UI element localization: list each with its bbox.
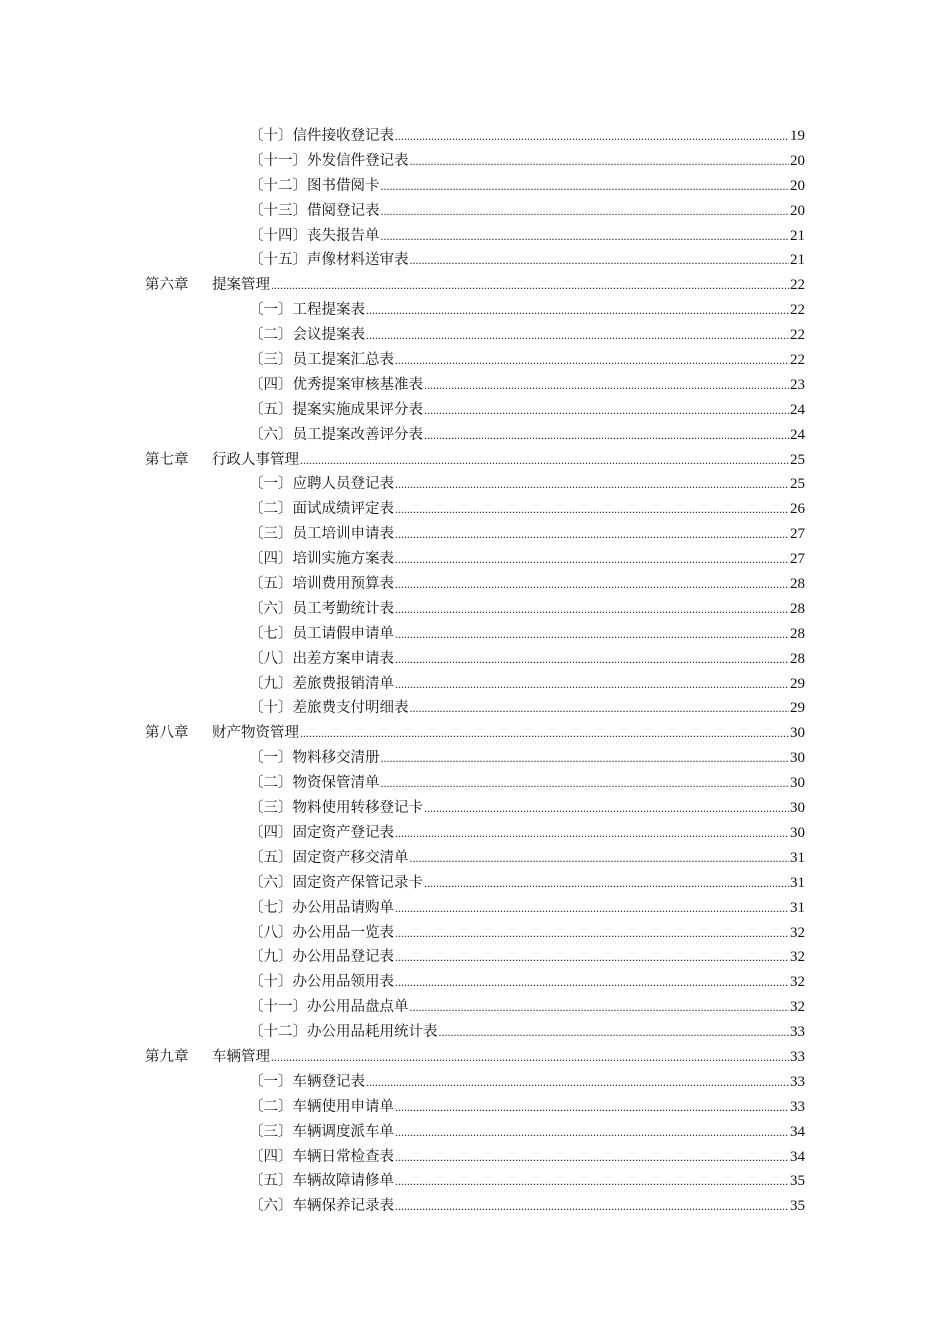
item-title: 〔十三〕借阅登记表 — [249, 202, 380, 219]
page-number: 29 — [790, 700, 805, 717]
dot-leader — [424, 373, 789, 398]
page-number: 30 — [790, 800, 805, 817]
toc-item-entry[interactable] — [0, 871, 805, 896]
dot-leader — [381, 224, 790, 249]
page-number: 30 — [790, 750, 805, 767]
chapter-title: 行政人事管理 — [212, 451, 299, 468]
dot-leader — [300, 448, 789, 473]
item-title: 〔四〕车辆日常检查表 — [249, 1148, 394, 1165]
dot-leader — [439, 1020, 790, 1045]
toc-item-entry[interactable] — [0, 1145, 805, 1170]
item-title: 〔三〕物料使用转移登记卡 — [249, 800, 423, 817]
page-number: 32 — [790, 974, 805, 991]
page-number: 23 — [790, 376, 805, 393]
toc-item-entry[interactable] — [0, 522, 805, 547]
dot-leader — [395, 1145, 789, 1170]
dot-leader — [424, 398, 789, 423]
dot-leader — [395, 970, 789, 995]
toc-item-entry[interactable] — [0, 373, 805, 398]
table-of-contents — [0, 124, 950, 1219]
dot-leader — [395, 124, 789, 149]
chapter-title: 提案管理 — [212, 277, 270, 294]
item-title: 〔四〕优秀提案审核基准表 — [249, 376, 423, 393]
page-number: 34 — [790, 1148, 805, 1165]
item-title: 〔三〕车辆调度派车单 — [249, 1123, 394, 1140]
page-number: 33 — [790, 1024, 805, 1041]
chapter-heading — [145, 273, 270, 298]
item-title: 〔七〕办公用品请购单 — [249, 899, 394, 916]
chapter-heading — [145, 721, 299, 746]
chapter-title: 财产物资管理 — [212, 725, 299, 742]
page-number: 22 — [790, 327, 805, 344]
toc-item-entry[interactable] — [0, 622, 805, 647]
toc-item-entry[interactable] — [0, 398, 805, 423]
chapter-number: 第八章 — [145, 725, 189, 742]
toc-item-entry[interactable] — [0, 672, 805, 697]
chapter-title: 车辆管理 — [212, 1048, 270, 1065]
page-number: 31 — [790, 849, 805, 866]
dot-leader — [395, 622, 789, 647]
page-number: 32 — [790, 999, 805, 1016]
dot-leader — [271, 1045, 789, 1070]
page-number: 28 — [790, 576, 805, 593]
toc-item-entry[interactable] — [0, 472, 805, 497]
toc-item-entry[interactable] — [0, 174, 805, 199]
toc-item-entry[interactable] — [0, 597, 805, 622]
dot-leader — [395, 821, 789, 846]
page-number: 20 — [790, 152, 805, 169]
item-title: 〔五〕车辆故障请修单 — [249, 1173, 394, 1190]
item-title: 〔十四〕丧失报告单 — [249, 227, 380, 244]
toc-item-entry[interactable] — [0, 199, 805, 224]
item-title: 〔一〕车辆登记表 — [249, 1073, 365, 1090]
toc-item-entry[interactable] — [0, 348, 805, 373]
item-title: 〔九〕差旅费报销清单 — [249, 675, 394, 692]
dot-leader — [395, 597, 789, 622]
dot-leader — [395, 945, 789, 970]
page-number: 28 — [790, 625, 805, 642]
toc-item-entry[interactable] — [0, 497, 805, 522]
page-number: 34 — [790, 1123, 805, 1140]
toc-item-entry[interactable] — [0, 1194, 805, 1219]
toc-item-entry[interactable] — [0, 696, 805, 721]
item-title: 〔五〕固定资产移交清单 — [249, 849, 409, 866]
dot-leader — [366, 323, 789, 348]
item-title: 〔十一〕办公用品盘点单 — [249, 999, 409, 1016]
page-number: 31 — [790, 874, 805, 891]
item-title: 〔五〕提案实施成果评分表 — [249, 401, 423, 418]
toc-item-entry[interactable] — [0, 224, 805, 249]
item-title: 〔三〕员工提案汇总表 — [249, 352, 394, 369]
item-title: 〔四〕固定资产登记表 — [249, 824, 394, 841]
page-number: 32 — [790, 924, 805, 941]
dot-leader — [424, 796, 789, 821]
item-title: 〔三〕员工培训申请表 — [249, 526, 394, 543]
toc-item-entry[interactable] — [0, 846, 805, 871]
toc-item-entry[interactable] — [0, 1095, 805, 1120]
dot-leader — [395, 348, 789, 373]
dot-leader — [424, 423, 789, 448]
dot-leader — [395, 1120, 789, 1145]
toc-item-entry[interactable] — [0, 572, 805, 597]
toc-item-entry[interactable] — [0, 796, 805, 821]
toc-item-entry[interactable] — [0, 821, 805, 846]
dot-leader — [381, 771, 790, 796]
page-number: 30 — [790, 775, 805, 792]
item-title: 〔八〕办公用品一览表 — [249, 924, 394, 941]
item-title: 〔四〕培训实施方案表 — [249, 551, 394, 568]
page-number: 22 — [790, 302, 805, 319]
toc-item-entry[interactable] — [0, 1020, 805, 1045]
item-title: 〔六〕员工考勤统计表 — [249, 600, 394, 617]
page-number: 24 — [790, 426, 805, 443]
item-title: 〔十五〕声像材料送审表 — [249, 252, 409, 269]
page-number: 35 — [790, 1198, 805, 1215]
item-title: 〔十〕信件接收登记表 — [249, 128, 394, 144]
dot-leader — [395, 497, 789, 522]
chapter-number: 第六章 — [145, 277, 189, 294]
page-number: 25 — [790, 451, 805, 468]
page-number: 30 — [790, 725, 805, 742]
toc-item-entry[interactable] — [0, 423, 805, 448]
toc-item-entry[interactable] — [0, 323, 805, 348]
page-number: 32 — [790, 949, 805, 966]
page-number: 24 — [790, 401, 805, 418]
toc-item-entry[interactable] — [0, 248, 805, 273]
item-title: 〔十二〕办公用品耗用统计表 — [249, 1024, 438, 1041]
dot-leader — [395, 1095, 789, 1120]
page-number: 19 — [790, 128, 805, 144]
dot-leader — [395, 672, 789, 697]
chapter-number: 第七章 — [145, 451, 189, 468]
dot-leader — [366, 298, 789, 323]
page-number: 28 — [790, 650, 805, 667]
dot-leader — [366, 1070, 789, 1095]
item-title: 〔十〕办公用品领用表 — [249, 974, 394, 991]
dot-leader — [410, 995, 790, 1020]
item-title: 〔五〕培训费用预算表 — [249, 576, 394, 593]
dot-leader — [395, 647, 789, 672]
chapter-number: 第九章 — [145, 1048, 189, 1065]
toc-item-entry[interactable] — [0, 970, 805, 995]
item-title: 〔一〕物料移交清册 — [249, 750, 380, 767]
item-title: 〔十二〕图书借阅卡 — [249, 177, 380, 194]
dot-leader — [395, 572, 789, 597]
chapter-heading — [145, 448, 299, 473]
chapter-heading — [145, 1045, 270, 1070]
dot-leader — [395, 1169, 789, 1194]
toc-item-entry[interactable] — [0, 995, 805, 1020]
toc-item-entry[interactable] — [0, 1169, 805, 1194]
toc-item-entry[interactable] — [0, 896, 805, 921]
toc-item-entry[interactable] — [0, 149, 805, 174]
dot-leader — [395, 522, 789, 547]
dot-leader — [381, 746, 790, 771]
page-number: 33 — [790, 1073, 805, 1090]
dot-leader — [424, 871, 789, 896]
dot-leader — [395, 472, 789, 497]
item-title: 〔一〕应聘人员登记表 — [249, 476, 394, 493]
item-title: 〔二〕物资保管清单 — [249, 775, 380, 792]
page-number: 21 — [790, 252, 805, 269]
toc-item-entry[interactable] — [0, 647, 805, 672]
item-title: 〔六〕车辆保养记录表 — [249, 1198, 394, 1215]
toc-item-entry[interactable] — [0, 1070, 805, 1095]
toc-chapter-entry[interactable] — [0, 273, 805, 298]
item-title: 〔七〕员工请假申请单 — [249, 625, 394, 642]
dot-leader — [395, 1194, 789, 1219]
toc-item-entry[interactable] — [0, 771, 805, 796]
page-number: 29 — [790, 675, 805, 692]
item-title: 〔二〕会议提案表 — [249, 327, 365, 344]
page-number: 27 — [790, 526, 805, 543]
page-number: 28 — [790, 600, 805, 617]
dot-leader — [410, 696, 790, 721]
dot-leader — [381, 174, 790, 199]
page-number: 26 — [790, 501, 805, 518]
page-number: 21 — [790, 227, 805, 244]
page-number: 33 — [790, 1098, 805, 1115]
toc-item-entry[interactable] — [0, 298, 805, 323]
toc-item-entry[interactable] — [0, 921, 805, 946]
toc-item-entry[interactable] — [0, 547, 805, 572]
item-title: 〔一〕工程提案表 — [249, 302, 365, 319]
item-title: 〔二〕车辆使用申请单 — [249, 1098, 394, 1115]
item-title: 〔十〕差旅费支付明细表 — [249, 700, 409, 717]
dot-leader — [395, 896, 789, 921]
toc-chapter-entry[interactable] — [0, 721, 805, 746]
dot-leader — [381, 199, 790, 224]
item-title: 〔八〕出差方案申请表 — [249, 650, 394, 667]
page-number: 20 — [790, 177, 805, 194]
toc-item-entry[interactable] — [0, 746, 805, 771]
item-title: 〔六〕固定资产保管记录卡 — [249, 874, 423, 891]
page-number: 20 — [790, 202, 805, 219]
toc-chapter-entry[interactable] — [0, 1045, 805, 1070]
item-title: 〔十一〕外发信件登记表 — [249, 152, 409, 169]
dot-leader — [300, 721, 789, 746]
toc-item-entry[interactable] — [0, 945, 805, 970]
dot-leader — [410, 149, 790, 174]
toc-item-entry[interactable] — [0, 1120, 805, 1145]
item-title: 〔六〕员工提案改善评分表 — [249, 426, 423, 443]
toc-chapter-entry[interactable] — [0, 448, 805, 473]
page-number: 25 — [790, 476, 805, 493]
page-number: 30 — [790, 824, 805, 841]
dot-leader — [395, 547, 789, 572]
page-number: 31 — [790, 899, 805, 916]
dot-leader — [410, 846, 790, 871]
dot-leader — [395, 921, 789, 946]
toc-item-entry[interactable] — [0, 124, 805, 149]
item-title: 〔二〕面试成绩评定表 — [249, 501, 394, 518]
page-number: 22 — [790, 277, 805, 294]
page-number: 35 — [790, 1173, 805, 1190]
dot-leader — [271, 273, 789, 298]
page-number: 22 — [790, 352, 805, 369]
page-number: 27 — [790, 551, 805, 568]
page-number: 33 — [790, 1048, 805, 1065]
item-title: 〔九〕办公用品登记表 — [249, 949, 394, 966]
dot-leader — [410, 248, 790, 273]
